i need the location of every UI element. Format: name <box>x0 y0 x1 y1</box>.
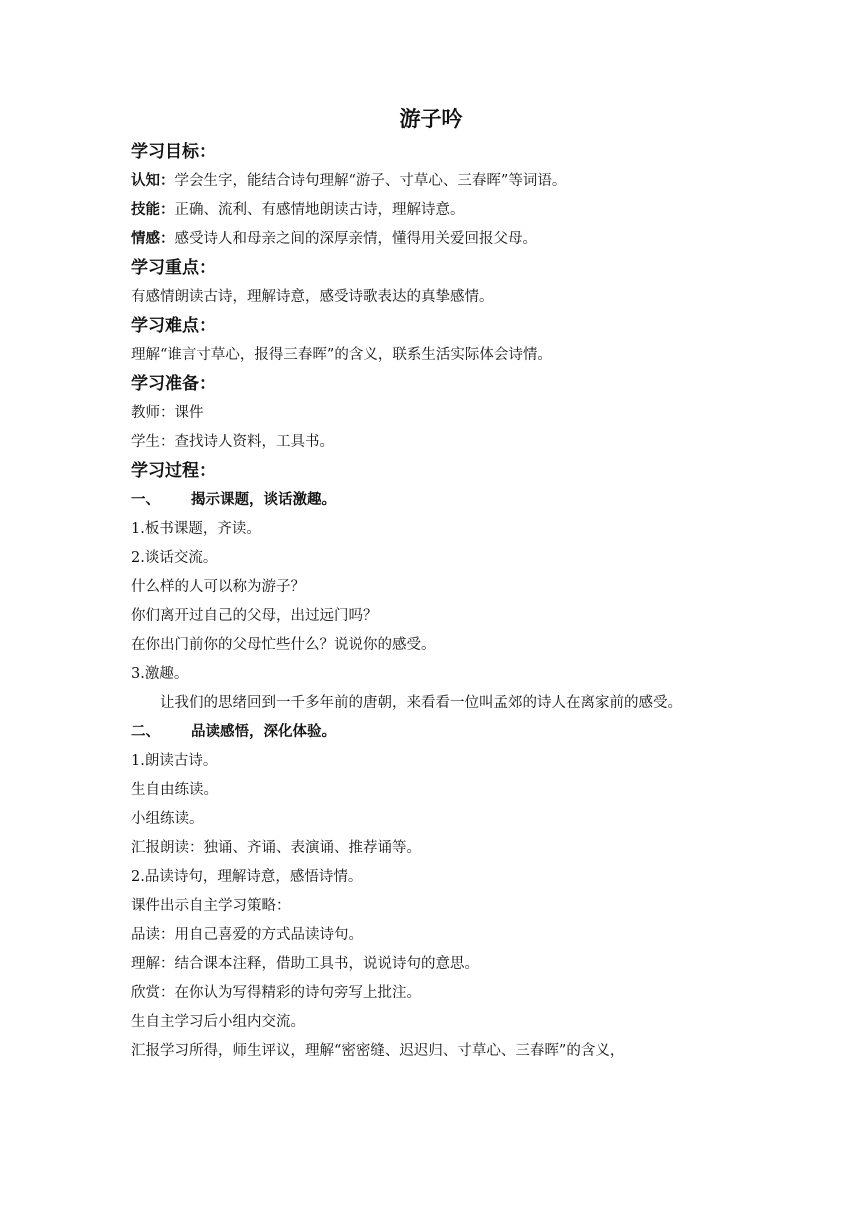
section-two-line: 品读：用自己喜爱的方式品读诗句。 <box>131 927 363 943</box>
document-page <box>131 104 731 1066</box>
goal-label: 情感： <box>131 231 175 247</box>
document-title: 游子吟 <box>399 107 463 131</box>
preparation-heading: 学习准备： <box>131 374 216 394</box>
section-title: 品读感悟，深化体验。 <box>191 724 336 740</box>
goal-text: 正确、流利、有感情地朗读古诗，理解诗意。 <box>174 202 465 218</box>
section-two-line: 2.品读诗句，理解诗意，感悟诗情。 <box>131 869 363 885</box>
section-two-line: 理解：结合课本注释，借助工具书，说说诗句的意思。 <box>131 956 479 972</box>
section-two-line: 小组练读。 <box>131 811 204 827</box>
goal-text: 学会生字，能结合诗句理解“游子、寸草心、三春晖”等词语。 <box>174 173 567 189</box>
goal-text: 感受诗人和母亲之间的深厚亲情，懂得用关爱回报父母。 <box>174 231 537 247</box>
section-two-line: 1.朗读古诗。 <box>131 753 218 769</box>
section-title: 揭示课题，谈话激趣。 <box>191 492 336 508</box>
difficulties-text: 理解“谁言寸草心，报得三春晖”的含义，联系生活实际体会诗情。 <box>131 347 552 363</box>
process-heading: 学习过程： <box>131 461 216 481</box>
section-two-heading <box>131 718 731 747</box>
section-two-line: 课件出示自主学习策略： <box>131 898 291 914</box>
goal-cognition <box>131 167 731 196</box>
section-one-line: 1.板书课题，齐读。 <box>131 521 261 537</box>
goal-label: 技能： <box>131 202 175 218</box>
section-number: 二、 <box>131 724 160 740</box>
difficulties-heading: 学习难点： <box>131 316 216 336</box>
section-one-line: 2.谈话交流。 <box>131 550 218 566</box>
goal-emotion <box>131 225 731 254</box>
section-one-line: 什么样的人可以称为游子？ <box>131 579 305 595</box>
section-number: 一、 <box>131 492 160 508</box>
preparation-teacher: 教师：课件 <box>131 405 204 421</box>
key-points-heading: 学习重点： <box>131 258 216 278</box>
section-one-line: 3.激趣。 <box>131 666 189 682</box>
goals-heading: 学习目标： <box>131 142 216 162</box>
section-two-line: 汇报学习所得，师生评议，理解“密密缝、迟迟归、寸草心、三春晖”的含义， <box>131 1043 625 1059</box>
section-one-heading <box>131 486 731 515</box>
section-two-line: 欣赏：在你认为写得精彩的诗句旁写上批注。 <box>131 985 421 1001</box>
section-two-line: 生自由练读。 <box>131 782 218 798</box>
section-one-line: 你们离开过自己的父母，出过远门吗？ <box>131 608 378 624</box>
key-points-text: 有感情朗读古诗，理解诗意，感受诗歌表达的真挚感情。 <box>131 289 494 305</box>
section-two-line: 汇报朗读：独诵、齐诵、表演诵、推荐诵等。 <box>131 840 421 856</box>
goal-skill <box>131 196 731 225</box>
section-one-paragraph: 让我们的思绪回到一千多年前的唐朝，来看看一位叫孟郊的诗人在离家前的感受。 <box>160 695 682 711</box>
section-two-line: 生自主学习后小组内交流。 <box>131 1014 305 1030</box>
preparation-student: 学生：查找诗人资料，工具书。 <box>131 434 334 450</box>
goal-label: 认知： <box>131 173 175 189</box>
section-one-line: 在你出门前你的父母忙些什么？说说你的感受。 <box>131 637 436 653</box>
